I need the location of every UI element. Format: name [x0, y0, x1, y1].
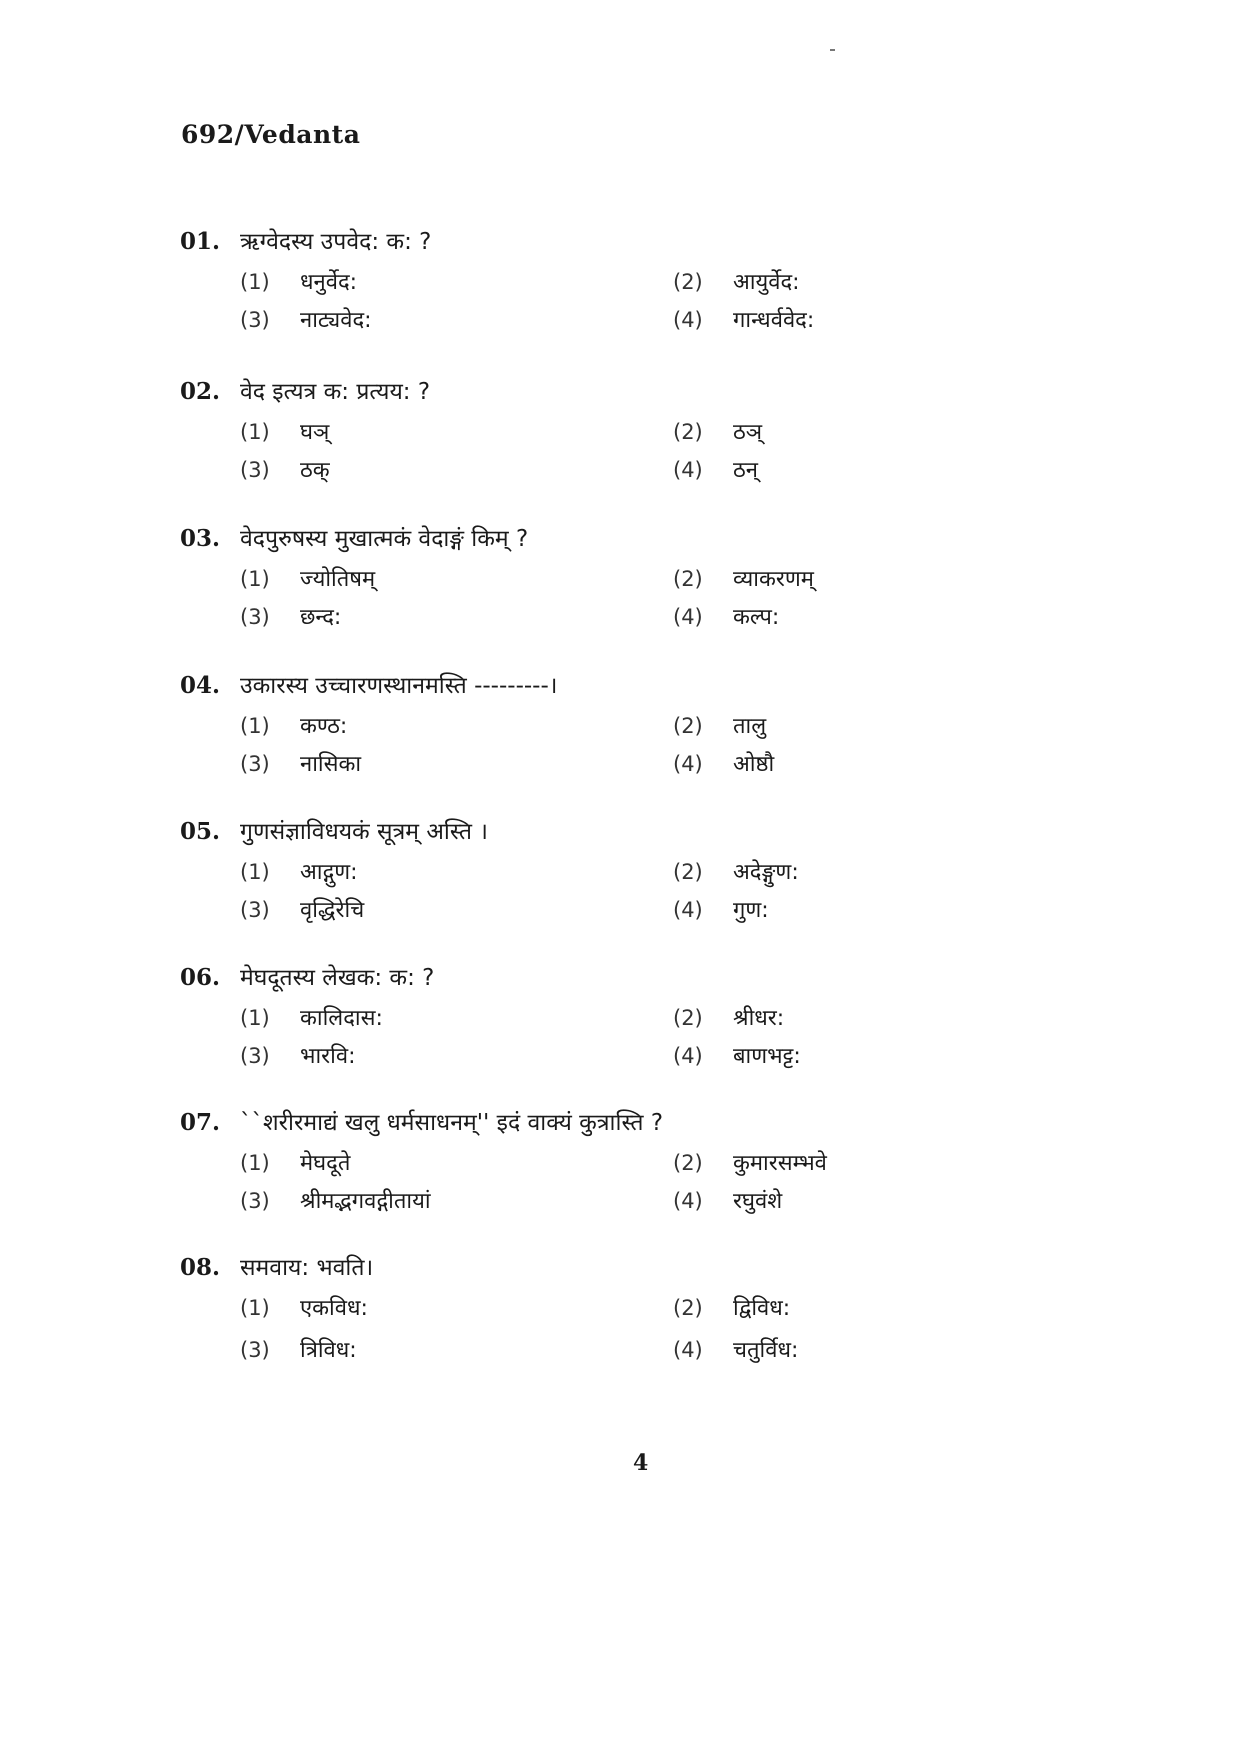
option-3: (3) भारवि: [240, 1044, 356, 1069]
question-03 [0, 519, 1240, 639]
option-4: (4) रघुवंशे [673, 1189, 783, 1214]
option-4: (4) ठन् [673, 458, 758, 483]
question-02 [0, 372, 1240, 492]
question-number: 04. [180, 672, 221, 699]
question-text: ऋग्वेदस्य उपवेद: क: ? [240, 229, 432, 255]
option-1: (1) मेघदूते [240, 1151, 351, 1176]
question-04 [0, 666, 1240, 786]
question-05 [0, 812, 1240, 932]
scan-speck [830, 49, 835, 51]
option-2: (2) कुमारसम्भवे [673, 1151, 827, 1176]
paper-code: 692/Vedanta [181, 120, 361, 149]
option-3: (3) श्रीमद्भगवद्गीतायां [240, 1189, 431, 1214]
question-number: 02. [180, 378, 221, 405]
question-text: गुणसंज्ञाविधयकं सूत्रम् अस्ति । [240, 819, 488, 845]
question-06 [0, 958, 1240, 1078]
option-4: (4) गुण: [673, 898, 769, 923]
option-3: (3) छन्द: [240, 605, 342, 630]
option-1: (1) कण्ठ: [240, 714, 348, 739]
question-08 [0, 1248, 1240, 1368]
option-2: (2) व्याकरणम् [673, 567, 814, 592]
option-4: (4) कल्प: [673, 605, 780, 630]
question-text: मेघदूतस्य लेखक: क: ? [240, 965, 435, 991]
question-07 [0, 1103, 1240, 1223]
option-2: (2) तालु [673, 714, 767, 739]
question-text: ``शरीरमाद्यं खलु धर्मसाधनम्'' इदं वाक्यं कुत्रास्ति ? [240, 1110, 664, 1136]
page-number: 4 [633, 1450, 649, 1476]
option-4: (4) ओष्ठौ [673, 752, 775, 777]
question-text: वेद इत्यत्र क: प्रत्यय: ? [240, 379, 431, 405]
option-2: (2) आयुर्वेद: [673, 270, 800, 295]
option-4: (4) चतुर्विध: [673, 1338, 799, 1363]
question-number: 06. [180, 964, 221, 991]
option-2: (2) अदेङ्गुण: [673, 860, 799, 885]
option-3: (3) नाट्यवेद: [240, 308, 372, 333]
question-number: 03. [180, 525, 221, 552]
option-2: (2) ठञ् [673, 420, 763, 445]
option-3: (3) ठक् [240, 458, 330, 483]
question-text: वेदपुरुषस्य मुखात्मकं वेदाङ्गं किम् ? [240, 526, 529, 552]
question-text: उकारस्य उच्चारणस्थानमस्ति ---------। [240, 673, 558, 699]
option-2: (2) श्रीधर: [673, 1006, 785, 1031]
option-1: (1) कालिदास: [240, 1006, 383, 1031]
option-4: (4) बाणभट्ट: [673, 1044, 801, 1069]
question-number: 05. [180, 818, 221, 845]
option-1: (1) आद्गुण: [240, 860, 358, 885]
option-3: (3) नासिका [240, 752, 362, 777]
option-3: (3) त्रिविध: [240, 1338, 357, 1363]
option-2: (2) द्विविध: [673, 1296, 791, 1321]
question-text: समवाय: भवति। [240, 1255, 374, 1281]
question-number: 01. [180, 228, 221, 255]
option-1: (1) धनुर्वेद: [240, 270, 358, 295]
option-3: (3) वृद्धिरेचि [240, 898, 365, 923]
question-number: 07. [180, 1109, 221, 1136]
option-4: (4) गान्धर्ववेद: [673, 308, 815, 333]
option-1: (1) ज्योतिषम् [240, 567, 376, 592]
question-01 [0, 222, 1240, 342]
question-number: 08. [180, 1254, 221, 1281]
option-1: (1) घञ् [240, 420, 330, 445]
option-1: (1) एकविध: [240, 1296, 368, 1321]
